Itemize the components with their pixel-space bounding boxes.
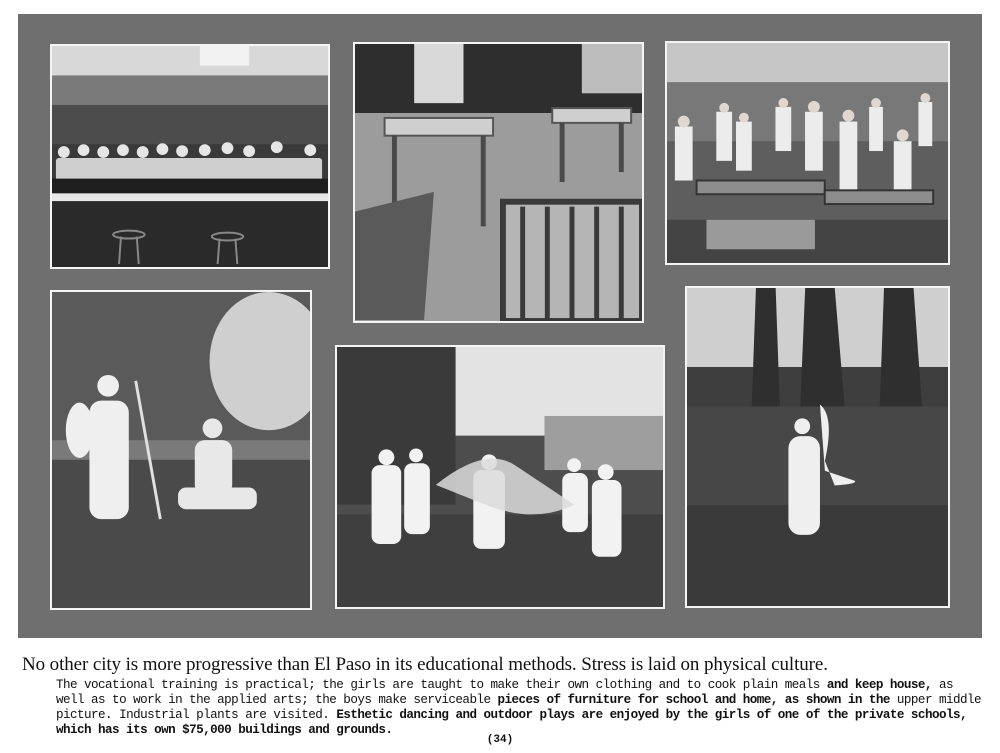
caption	[22, 654, 982, 738]
caption-headline: No other city is more progressive than El Paso in its educational methods. Stress is laid on physical culture.	[22, 654, 828, 675]
caption-body-part: Esthetic dancing and outdoor plays are enjoyed by the girls of one of the private schools, which has its own $75,000 buildings and grounds.	[56, 708, 967, 737]
caption-body	[56, 678, 982, 738]
page-number: (34)	[486, 734, 514, 746]
photo-outdoor-play	[50, 290, 312, 610]
photo-dancing-group	[335, 345, 665, 609]
caption-body-part: as well as to work in the applied arts; the boys make serviceable	[56, 678, 953, 707]
photo-workshop-boys	[665, 41, 950, 265]
photo-furniture-shop	[353, 42, 644, 323]
photo-plate	[18, 14, 982, 638]
caption-body-part: pieces of furniture for school and home, as shown in the	[497, 693, 890, 707]
caption-body-part: upper middle picture. Industrial plants are visited.	[56, 693, 982, 722]
photo-solo-dancer	[685, 286, 950, 608]
photo-cooking-class	[50, 44, 330, 269]
caption-body-part: and keep house,	[826, 678, 932, 692]
caption-body-part: The vocational training is practical; the girls are taught to make their own clothing and to cook plain meals	[56, 678, 827, 692]
